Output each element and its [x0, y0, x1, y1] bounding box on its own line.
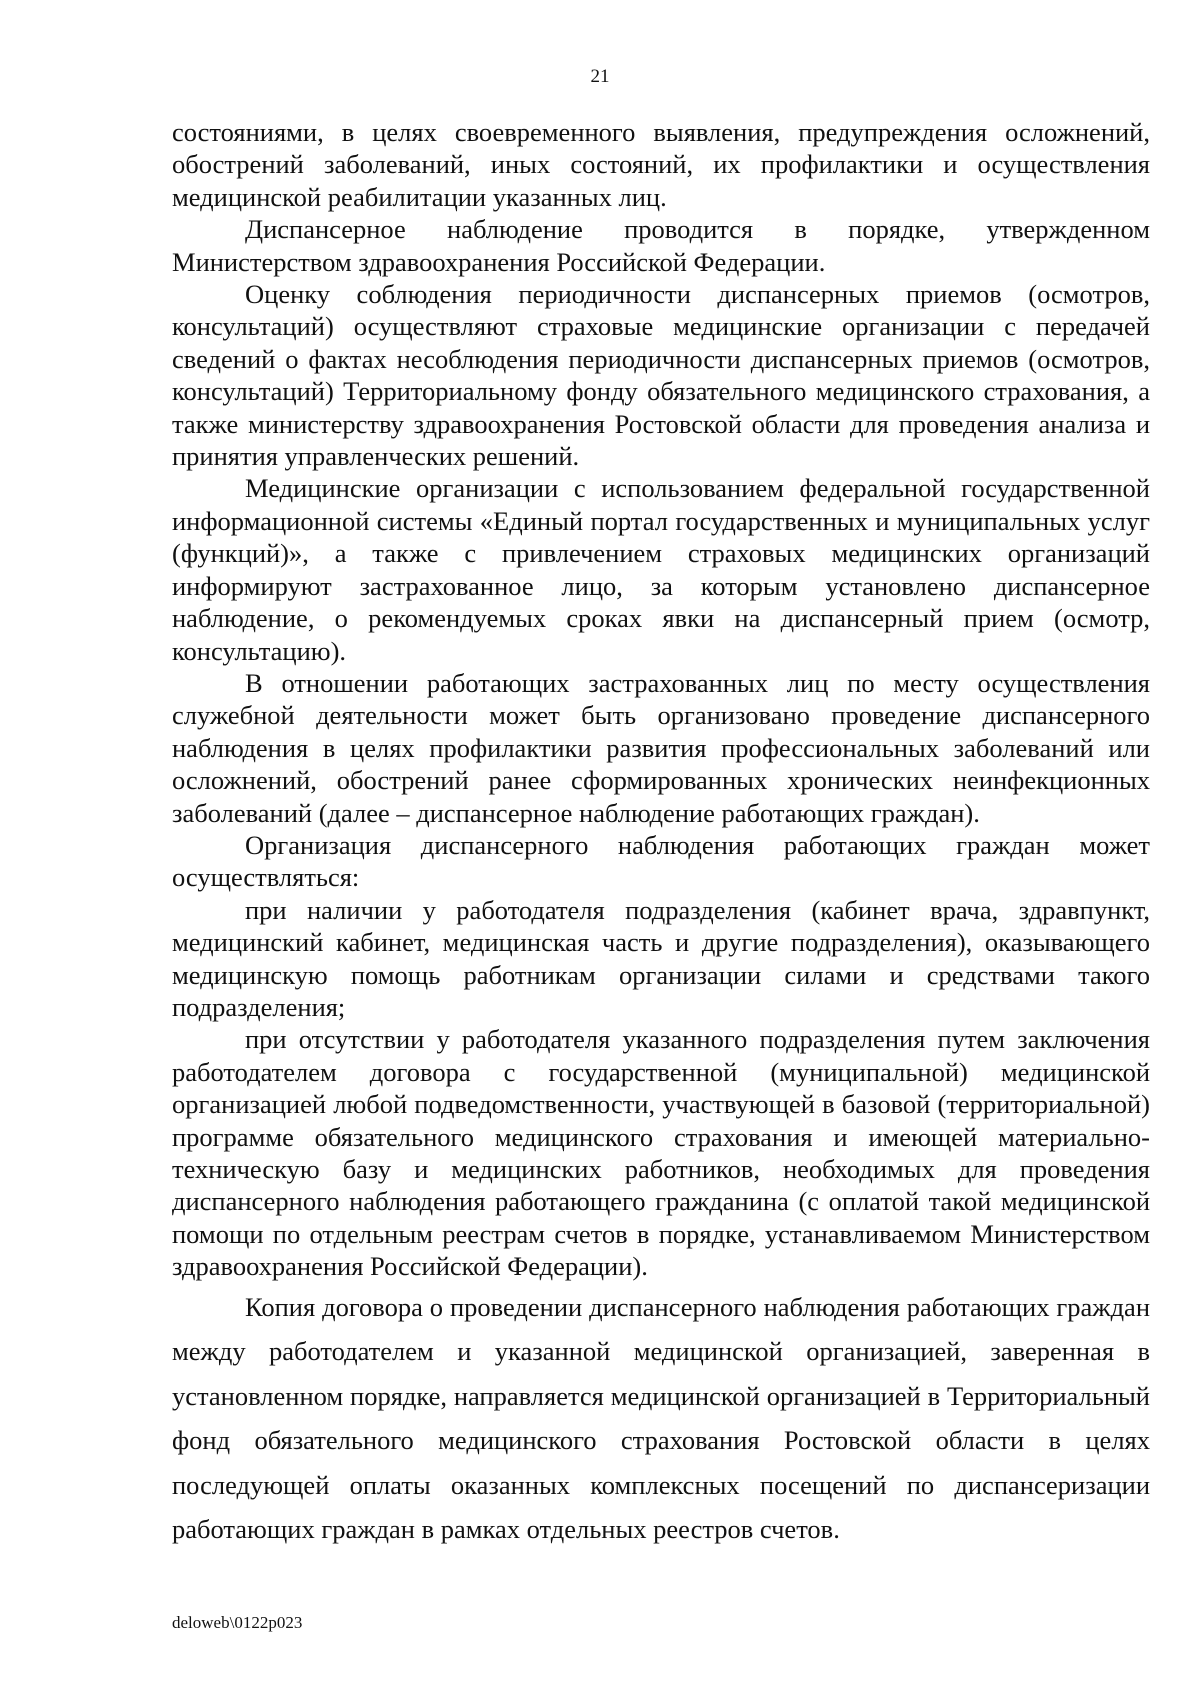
paragraph: Организация диспансерного наблюдения работающих граждан может осуществляться: — [172, 829, 1150, 893]
paragraph: состояниями, в целях своевременного выявления, предупреждения осложнений, обострений заболеваний, иных состояний, их профилактики и осуществления медицинской реабилитации указанных лиц. — [172, 117, 1150, 212]
paragraph: Диспансерное наблюдение проводится в порядке, утвержденном Министерством здравоохранения Российской Федерации. — [172, 214, 1150, 277]
paragraph: Оценку соблюдения периодичности диспансерных приемов (осмотров, консультаций) осуществляют страховые медицинские организации с передачей сведений о фактах несоблюдения периодичности диспансерных приемов (осмотров, консультаций) Территориальному фонду обязательного медицинского страхования, а также министерству здравоохранения Ростовской области для проведения анализа и принятия управленческих решений. — [172, 279, 1150, 472]
list-item: при наличии у работодателя подразделения (кабинет врача, здравпункт, медицинский кабинет, медицинская часть и другие подразделения), оказывающего медицинскую помощь работникам организации силами и средствами такого подразделения; — [172, 894, 1150, 1022]
document-code: deloweb\0122p023 — [172, 1613, 303, 1632]
paragraph: Медицинские организации с использованием федеральной государственной информационной системы «Единый портал государственных и муниципальных услуг (функций)», а также с привлечением страховых медицинских организаций информируют застрахованное лицо, за которым установлено диспансерное наблюдение, о рекомендуемых сроках явки на диспансерный прием (осмотр, консультацию). — [172, 473, 1150, 666]
page-number: 21 — [590, 66, 610, 87]
list-item: при отсутствии у работодателя указанного подразделения путем заключения работодателем договора с государственной (муниципальной) медицинской организацией любой подведомственности, участвующей в базовой (территориальной) программе обязательного медицинского страхования и имеющей материально-техническую базу и медицинских работников, необходимых для проведения диспансерного наблюдения работающего гражданина (с оплатой такой медицинской помощи по отдельным реестрам счетов в порядке, устанавливаемом Министерством здравоохранения Российской Федерации). — [172, 1024, 1150, 1282]
paragraph: Копия договора о проведении диспансерного наблюдения работающих граждан между работодателем и указанной медицинской организацией, заверенная в установленном порядке, направляется медицинской организацией в Территориальный фонд обязательного медицинского страхования Ростовской области в целях последующей оплаты оказанных комплексных посещений по диспансеризации работающих граждан в рамках отдельных реестров счетов. — [172, 1291, 1150, 1545]
paragraph: В отношении работающих застрахованных лиц по месту осуществления служебной деятельности может быть организовано проведение диспансерного наблюдения в целях профилактики развития профессиональных заболеваний или осложнений, обострений ранее сформированных хронических неинфекционных заболеваний (далее – диспансерное наблюдение работающих граждан). — [172, 667, 1150, 828]
document-body — [172, 116, 1150, 1552]
